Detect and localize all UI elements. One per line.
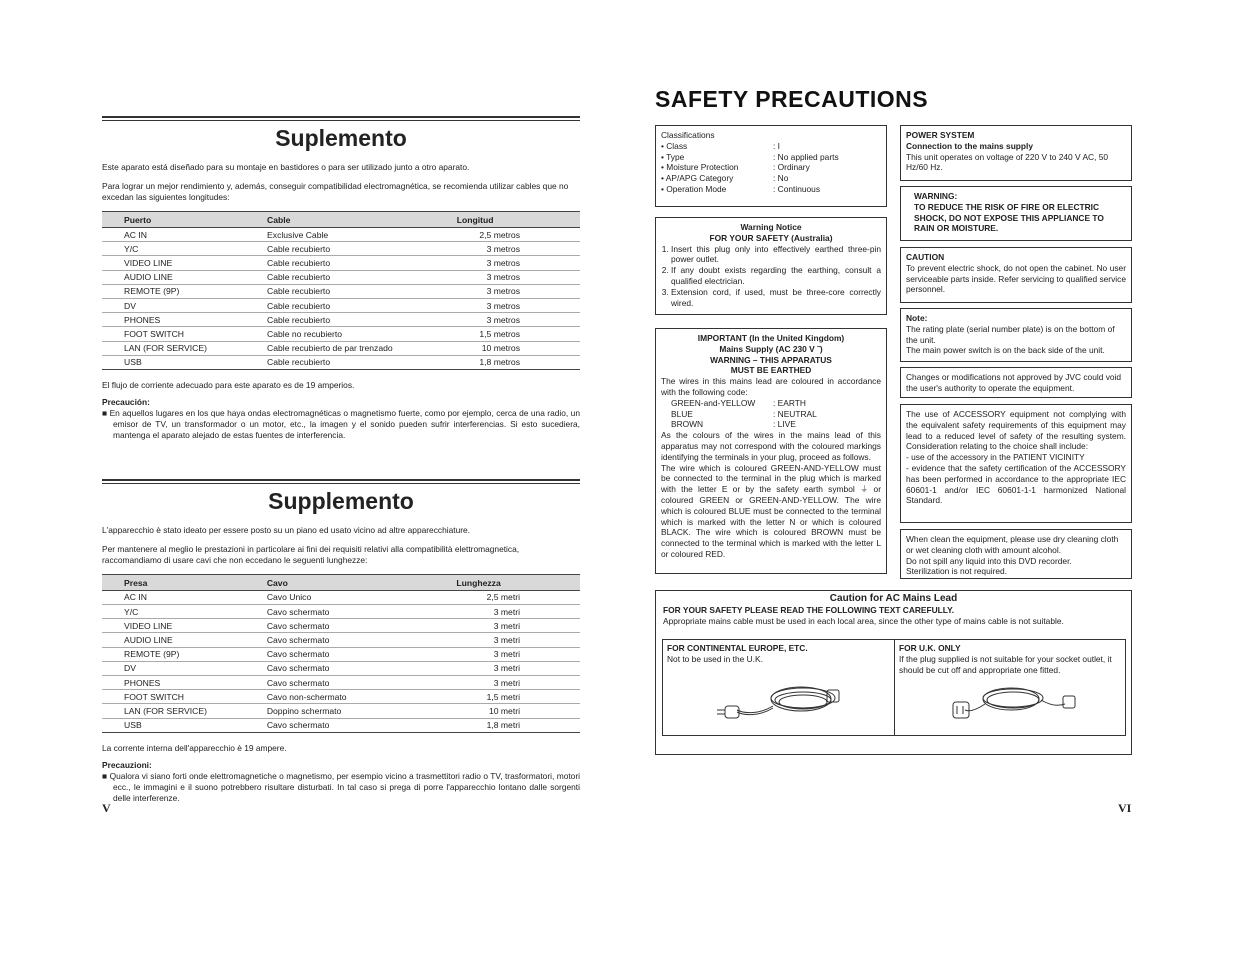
wire-code-row — [661, 419, 881, 430]
table-cell: Y/C — [102, 605, 267, 619]
table-cell: FOOT SWITCH — [102, 327, 267, 341]
accessory-box — [900, 404, 1132, 523]
table-cell: 3 metros — [457, 270, 580, 284]
classification-value: : No applied parts — [773, 151, 839, 162]
classification-value: : No — [773, 173, 789, 184]
table-cell: FOOT SWITCH — [102, 690, 267, 704]
precaution-title: Precaución: — [102, 396, 150, 407]
uk-must-be-earthed: MUST BE EARTHED — [730, 365, 812, 376]
table-cell: AC IN — [102, 228, 267, 242]
ac-lead-text: Appropriate mains cable must be used in each local area, since the other type of mains cable is not suitable. — [663, 615, 1064, 626]
classification-value: : Continuous — [773, 183, 821, 194]
eu-text: Not to be used in the U.K. — [667, 653, 763, 664]
table-cell: DV — [102, 298, 267, 312]
accessory-item: - evidence that the safety certification of the ACCESSORY has been performed in accordance to the appropriate IEC 60601-1 and/or IEC 60601-1-1 harmonized National Standard. — [906, 462, 1126, 506]
classification-row — [661, 162, 881, 173]
table-cell: USB — [102, 355, 267, 369]
table-cell: Cavo schermato — [267, 676, 457, 690]
warning-notice-subtitle: FOR YOUR SAFETY (Australia) — [709, 232, 833, 243]
table-cell: Cavo schermato — [267, 647, 457, 661]
column-header: Cable — [267, 212, 457, 228]
table-cell: PHONES — [102, 313, 267, 327]
paragraph: Este aparato está diseñado para su montaje en bastidores o para ser utilizado junto a otro aparato. — [102, 162, 470, 172]
warning-notice-item: 1. Insert this plug only into effectively earthed three-pin power outlet. — [671, 244, 881, 266]
table-cell: Cavo schermato — [267, 619, 457, 633]
warning-notice-box — [655, 217, 887, 315]
table-cell: Cable recubierto — [267, 298, 457, 312]
classification-key: • Moisture Protection — [661, 162, 739, 173]
classification-key: • Type — [661, 151, 685, 162]
table-cell: 2,5 metri — [456, 590, 580, 604]
table-row — [102, 327, 580, 341]
table-row — [102, 298, 580, 312]
table-cell: Cable recubierto — [267, 313, 457, 327]
table-cell: Cavo schermato — [267, 718, 457, 732]
table-cell: 2,5 metros — [457, 228, 580, 242]
eu-cable-box — [662, 639, 895, 736]
power-text: This unit operates on voltage of 220 V to 240 V AC, 50 Hz/60 Hz. — [906, 151, 1109, 173]
table-row — [102, 605, 580, 619]
table-cell: REMOTE (9P) — [102, 284, 267, 298]
table-cell: Y/C — [102, 242, 267, 256]
accessory-item: - use of the accessory in the PATIENT VICINITY — [906, 452, 1085, 463]
ac-lead-subtitle: FOR YOUR SAFETY PLEASE READ THE FOLLOWING TEXT CAREFULLY. — [663, 604, 955, 615]
table-cell: AUDIO LINE — [102, 633, 267, 647]
classification-row — [661, 184, 881, 195]
table-row — [102, 228, 580, 242]
left-page — [102, 116, 580, 804]
wire-color: BROWN — [671, 419, 704, 430]
table-cell: REMOTE (9P) — [102, 647, 267, 661]
wire-color: BLUE — [671, 408, 693, 419]
section-rule — [102, 479, 580, 484]
table-cell: 3 metri — [456, 633, 580, 647]
table-cell: 3 metros — [457, 313, 580, 327]
table-cell: Cavo Unico — [267, 590, 457, 604]
table-cell: 10 metri — [456, 704, 580, 718]
precaution-text: ■ En aquellos lugares en los que haya ondas electromagnéticas o magnetismo fuerte, como por ejemplo, cerca de una radio, un emisor de TV, un transformador o un motor, etc., la imagen y el sonido pueden sufrir interferencias. Si esto sucediera, mantenga el aparato alejado de estas fuentes de interferencia. — [102, 407, 580, 440]
wire-function: : LIVE — [773, 419, 796, 430]
table-cell: Cavo schermato — [267, 661, 457, 675]
table-cell: 10 metros — [457, 341, 580, 355]
cable-table-it — [102, 574, 580, 733]
warning-notice-title: Warning Notice — [740, 222, 802, 232]
table-cell: Cable recubierto — [267, 355, 457, 369]
table-row — [102, 590, 580, 604]
caution-title: CAUTION — [906, 252, 945, 262]
uk-text: If the plug supplied is not suitable for your socket outlet, it should be cut off and appropriate one fitted. — [899, 653, 1112, 675]
table-cell: VIDEO LINE — [102, 256, 267, 270]
uk-title: FOR U.K. ONLY — [899, 643, 961, 653]
table-cell: 1,8 metri — [456, 718, 580, 732]
table-cell: Cable recubierto — [267, 284, 457, 298]
uk-body: As the colours of the wires in the mains lead of this apparatus may not correspond with the coloured markings identifying the terminals in your plug, proceed as follows. — [661, 430, 881, 462]
column-header: Cavo — [267, 574, 457, 590]
wire-function: : NEUTRAL — [773, 408, 817, 419]
warning-box — [900, 186, 1132, 241]
power-subtitle: Connection to the mains supply — [906, 140, 1034, 151]
caution-box — [900, 247, 1132, 303]
table-row — [102, 661, 580, 675]
column-header: Puerto — [102, 212, 267, 228]
table-cell: VIDEO LINE — [102, 619, 267, 633]
note-text: The main power switch is on the back side of the unit. — [906, 345, 1105, 356]
eu-title: FOR CONTINENTAL EUROPE, ETC. — [667, 643, 808, 653]
classification-row — [661, 173, 881, 184]
table-row — [102, 270, 580, 284]
paragraph: L'apparecchio è stato ideato per essere posto su un piano ed usato vicino ad altre apparecchiature. — [102, 524, 471, 535]
paragraph: Para lograr un mejor rendimiento y, además, conseguir compatibilidad electromagnética, se recomienda utilizar cables que no excedan las siguientes longitudes: — [102, 181, 569, 202]
cleaning-text: Sterilization is not required. — [906, 566, 1008, 577]
table-cell: 3 metri — [456, 619, 580, 633]
warning-notice-item: 2. If any doubt exists regarding the earthing, consult a qualified electrician. — [671, 265, 881, 287]
table-cell: Cable recubierto — [267, 270, 457, 284]
table-row — [102, 704, 580, 718]
table-row — [102, 619, 580, 633]
warning-notice-item: 3. Extension cord, if used, must be three-core correctly wired. — [671, 287, 881, 309]
cleaning-text: Do not spill any liquid into this DVD recorder. — [906, 555, 1072, 566]
classification-key: • Class — [661, 140, 688, 151]
table-cell: Cable recubierto — [267, 256, 457, 270]
table-cell: 3 metri — [456, 676, 580, 690]
classification-row — [661, 152, 881, 163]
table-cell: 1,8 metros — [457, 355, 580, 369]
table-cell: 3 metri — [456, 605, 580, 619]
table-cell: LAN (FOR SERVICE) — [102, 704, 267, 718]
current-note: La corrente interna dell'apparecchio è 19 ampere. — [102, 742, 287, 753]
table-row — [102, 242, 580, 256]
cleaning-text: When clean the equipment, please use dry cleaning cloth or wet cleaning cloth with amount alcohol. — [906, 534, 1119, 555]
precaution-text: ■ Qualora vi siano forti onde elettromagnetiche o magnetismo, per esempio vicino a trasmettitori radio o TV, trasformatori, motori ecc., le immagini e il suono potrebbero risultare disturbati. In tal caso si prega di porre l'apparecchio lontano dalle sorgenti delle interferenze. — [102, 770, 580, 803]
classification-row — [661, 141, 881, 152]
section-title-es: Suplemento — [275, 125, 407, 151]
table-cell: PHONES — [102, 676, 267, 690]
warning-text: TO REDUCE THE RISK OF FIRE OR ELECTRIC SHOCK, DO NOT EXPOSE THIS APPLIANCE TO RAIN OR MOISTURE. — [914, 201, 1104, 234]
classification-value: : I — [773, 140, 780, 151]
table-cell: 3 metros — [457, 256, 580, 270]
power-system-box — [900, 125, 1132, 181]
uk-cable-box — [894, 639, 1126, 736]
column-header: Presa — [102, 574, 267, 590]
ac-lead-title: Caution for AC Mains Lead — [829, 593, 958, 604]
section-title-it: Supplemento — [268, 487, 414, 514]
classifications-heading: Classifications — [661, 130, 715, 140]
section-rule — [102, 116, 580, 121]
classification-key: • Operation Mode — [661, 183, 727, 194]
uk-heading: IMPORTANT (In the United Kingdom) — [697, 333, 845, 343]
wire-code-row — [661, 409, 881, 420]
table-header-row — [102, 212, 580, 228]
precaution-title: Precauzioni: — [102, 759, 152, 770]
warning-title: WARNING: — [914, 191, 958, 201]
table-row — [102, 355, 580, 369]
table-cell: DV — [102, 661, 267, 675]
wire-function: : EARTH — [773, 397, 806, 408]
eu-cable-illustration — [715, 680, 845, 730]
cable-table-es — [102, 211, 580, 370]
changes-text: Changes or modifications not approved by JVC could void the user's authority to operate the equipment. — [906, 372, 1122, 393]
table-cell: 3 metri — [456, 647, 580, 661]
table-header-row — [102, 574, 580, 590]
table-row — [102, 341, 580, 355]
table-cell: 3 metri — [456, 661, 580, 675]
table-cell: LAN (FOR SERVICE) — [102, 341, 267, 355]
page-number-right: VI — [1118, 801, 1132, 815]
table-row — [102, 676, 580, 690]
paragraph: Per mantenere al meglio le prestazioni in particolare ai fini dei requisiti relativi alla compatibilità elettromagnetica, raccomandiamo di usare cavi che non eccedano le seguenti lunghezze: — [102, 543, 520, 565]
caution-text: To prevent electric shock, do not open the cabinet. No user serviceable parts inside. Refer servicing to qualified service personnel. — [906, 262, 1126, 295]
table-cell: AC IN — [102, 590, 267, 604]
table-cell: Cavo non-schermato — [267, 690, 457, 704]
table-cell: Cable recubierto — [267, 242, 457, 256]
wire-code-row — [661, 398, 881, 409]
note-title: Note: — [906, 313, 928, 323]
power-title: POWER SYSTEM — [906, 130, 975, 140]
note-text: The rating plate (serial number plate) is on the bottom of the unit. — [906, 323, 1115, 345]
wire-color: GREEN-and-YELLOW — [671, 397, 756, 408]
table-row — [102, 633, 580, 647]
classifications-box — [655, 125, 887, 207]
classification-value: : Ordinary — [773, 162, 810, 173]
table-cell: USB — [102, 718, 267, 732]
current-note: El flujo de corriente adecuado para este aparato es de 19 amperios. — [102, 379, 355, 390]
table-cell: 1,5 metri — [456, 690, 580, 704]
changes-box — [900, 367, 1132, 398]
table-cell: 1,5 metros — [457, 327, 580, 341]
table-cell: Cable no recubierto — [267, 327, 457, 341]
table-cell: 3 metros — [457, 242, 580, 256]
table-row — [102, 284, 580, 298]
table-row — [102, 690, 580, 704]
table-cell: 3 metros — [457, 298, 580, 312]
table-cell: 3 metros — [457, 284, 580, 298]
uk-body: The wire which is coloured GREEN-AND-YELLOW must be connected to the terminal in the plug which is marked with the letter E or by the safety earth symbol ⏚ or coloured GREEN or GREEN-AND-YELLOW. The wire which is coloured BLUE must be connected to the terminal which is marked with the letter N or which is coloured BLACK. The wire which is coloured BROWN must be connected to the terminal which is marked with the letter L or coloured RED. — [661, 462, 881, 559]
table-row — [102, 256, 580, 270]
table-row — [102, 313, 580, 327]
page-number-left: V — [102, 801, 111, 815]
uk-warning: WARNING – THIS APPARATUS — [710, 354, 832, 365]
column-header: Longitud — [457, 212, 580, 228]
accessory-text: The use of ACCESSORY equipment not complying with the equivalent safety requirements of this equipment may lead to a reduced level of safety of the resulting system. Consideration relating to the choice shall include: — [906, 409, 1126, 452]
uk-mains-box — [655, 328, 887, 574]
uk-mains-supply: Mains Supply (AC 230 V ˜) — [719, 343, 823, 354]
cleaning-box — [900, 529, 1132, 579]
table-row — [102, 647, 580, 661]
table-row — [102, 718, 580, 732]
table-cell: Doppino schermato — [267, 704, 457, 718]
table-cell: Exclusive Cable — [267, 228, 457, 242]
column-header: Lunghezza — [456, 574, 580, 590]
note-box — [900, 308, 1132, 362]
table-cell: Cavo schermato — [267, 633, 457, 647]
page-title: SAFETY PRECAUTIONS — [655, 86, 929, 112]
table-cell: Cable recubierto de par trenzado — [267, 341, 457, 355]
table-cell: AUDIO LINE — [102, 270, 267, 284]
classification-key: • AP/APG Category — [661, 173, 734, 184]
uk-intro: The wires in this mains lead are coloured in accordance with the following code: — [661, 376, 881, 397]
uk-cable-illustration — [951, 682, 1081, 732]
table-cell: Cavo schermato — [267, 605, 457, 619]
